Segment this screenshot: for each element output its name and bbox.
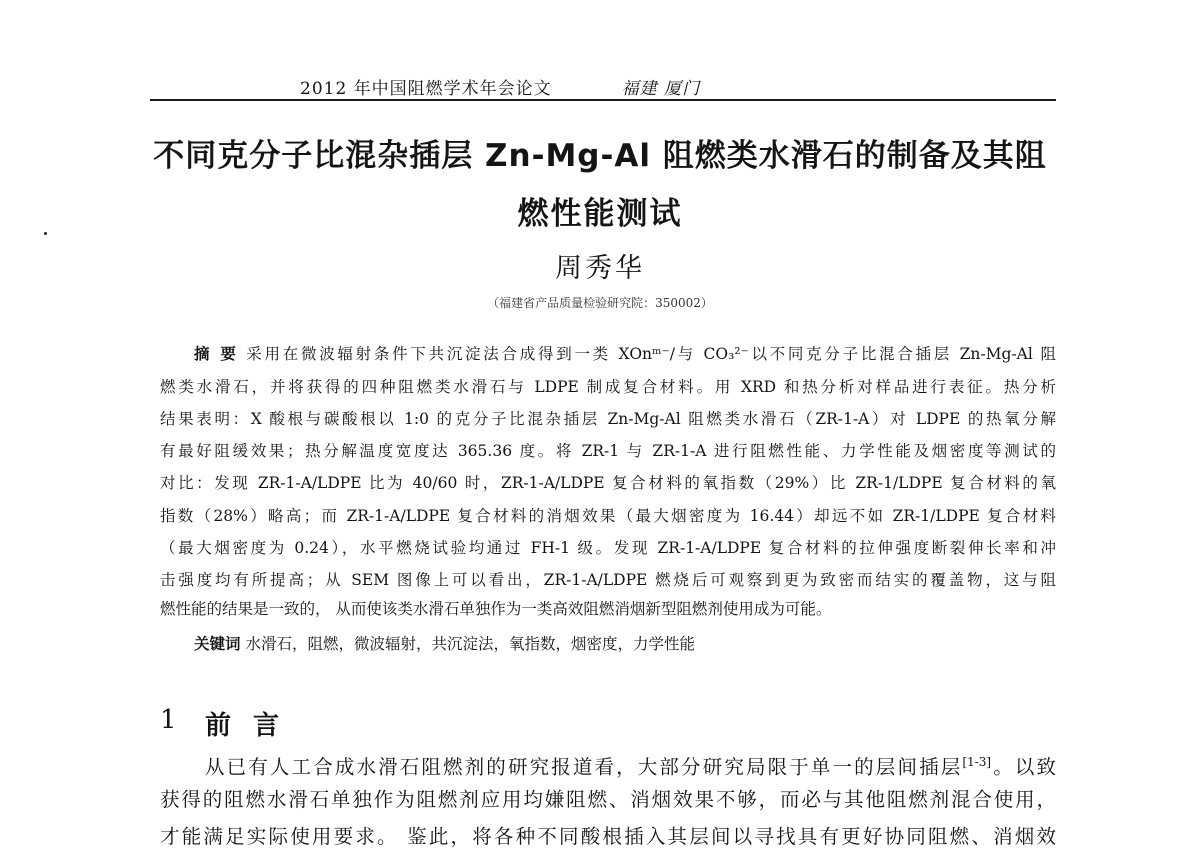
- paper-title-line-1: 不同克分子比混杂插层 Zn-Mg-Al 阻燃类水滑石的制备及其阻: [153, 138, 1047, 174]
- citation: [1-3]: [962, 755, 992, 769]
- conference-name: 2012 年中国阻燃学术年会论文: [300, 79, 552, 99]
- paper-title-line-2: 燃性能测试: [517, 196, 683, 232]
- abstract-label: 摘 要: [194, 345, 239, 363]
- section-number: 1: [160, 705, 177, 735]
- abstract-line: 对比：发现 ZR-1-A/LDPE 比为 40/60 时，ZR-1-A/LDPE 复合材料的氧指数（29%）比 ZR-1/LDPE 复合材料的氧: [160, 474, 1056, 492]
- author-affiliation: （福建省产品质量检验研究院：350002）: [487, 296, 713, 310]
- running-header: [300, 74, 940, 99]
- keywords: [194, 632, 695, 654]
- body-line: 从已有人工合成水滑石阻燃剂的研究报道看，大部分研究局限于单一的层间插层[1-3]。以致: [205, 755, 1056, 779]
- abstract-line: 燃性能的结果是一致的， 从而使该类水滑石单独作为一类高效阻燃消烟新型阻燃剂使用成为可能。: [160, 600, 832, 618]
- scan-artifact-dot: [44, 232, 47, 235]
- abstract-line: （最大烟密度为 0.24），水平燃烧试验均通过 FH-1 级。发现 ZR-1-A/LDPE 复合材料的拉伸强度断裂伸长率和冲: [160, 539, 1056, 557]
- abstract-line: 击强度均有所提高；从 SEM 图像上可以看出，ZR-1-A/LDPE 燃烧后可观察到更为致密而结实的覆盖物，这与阻: [160, 571, 1056, 589]
- abstract-line: 结果表明：X 酸根与碳酸根以 1:0 的克分子比混杂插层 Zn-Mg-Al 阻燃类水滑石（ZR-1-A）对 LDPE 的热氧分解: [160, 410, 1056, 428]
- conference-location: 福建 厦门: [621, 79, 701, 99]
- author-name: 周秀华: [555, 253, 645, 284]
- body-line: 获得的阻燃水滑石单独作为阻燃剂应用均嫌阻燃、消烟效果不够，而必与其他阻燃剂混合使用，: [160, 788, 1056, 811]
- section-title: 前言: [205, 711, 302, 741]
- keywords-label: 关键词: [194, 635, 241, 653]
- abstract-line: 有最好阻缓效果；热分解温度宽度达 365.36 度。将 ZR-1 与 ZR-1-A 进行阻燃性能、力学性能及烟密度等测试的: [160, 442, 1056, 460]
- header-rule: [150, 99, 1056, 101]
- keywords-text: 水滑石，阻燃，微波辐射，共沉淀法，氧指数，烟密度，力学性能: [245, 635, 695, 653]
- abstract-line: 摘 要 采用在微波辐射条件下共沉淀法合成得到一类 XOnᵐ⁻/与 CO₃²⁻以不同克分子比混合插层 Zn-Mg-Al 阻: [194, 345, 1056, 363]
- body-line: 才能满足实际使用要求。 鉴此，将各种不同酸根插入其层间以寻找具有更好协同阻燃、消烟效: [160, 825, 1056, 848]
- abstract-line: 燃类水滑石，并将获得的四种阻燃类水滑石与 LDPE 制成复合材料。用 XRD 和热分析对样品进行表征。热分析: [160, 378, 1056, 396]
- abstract-line: 指数（28%）略高；而 ZR-1-A/LDPE 复合材料的消烟效果（最大烟密度为 16.44）却远不如 ZR-1/LDPE 复合材料: [160, 507, 1056, 525]
